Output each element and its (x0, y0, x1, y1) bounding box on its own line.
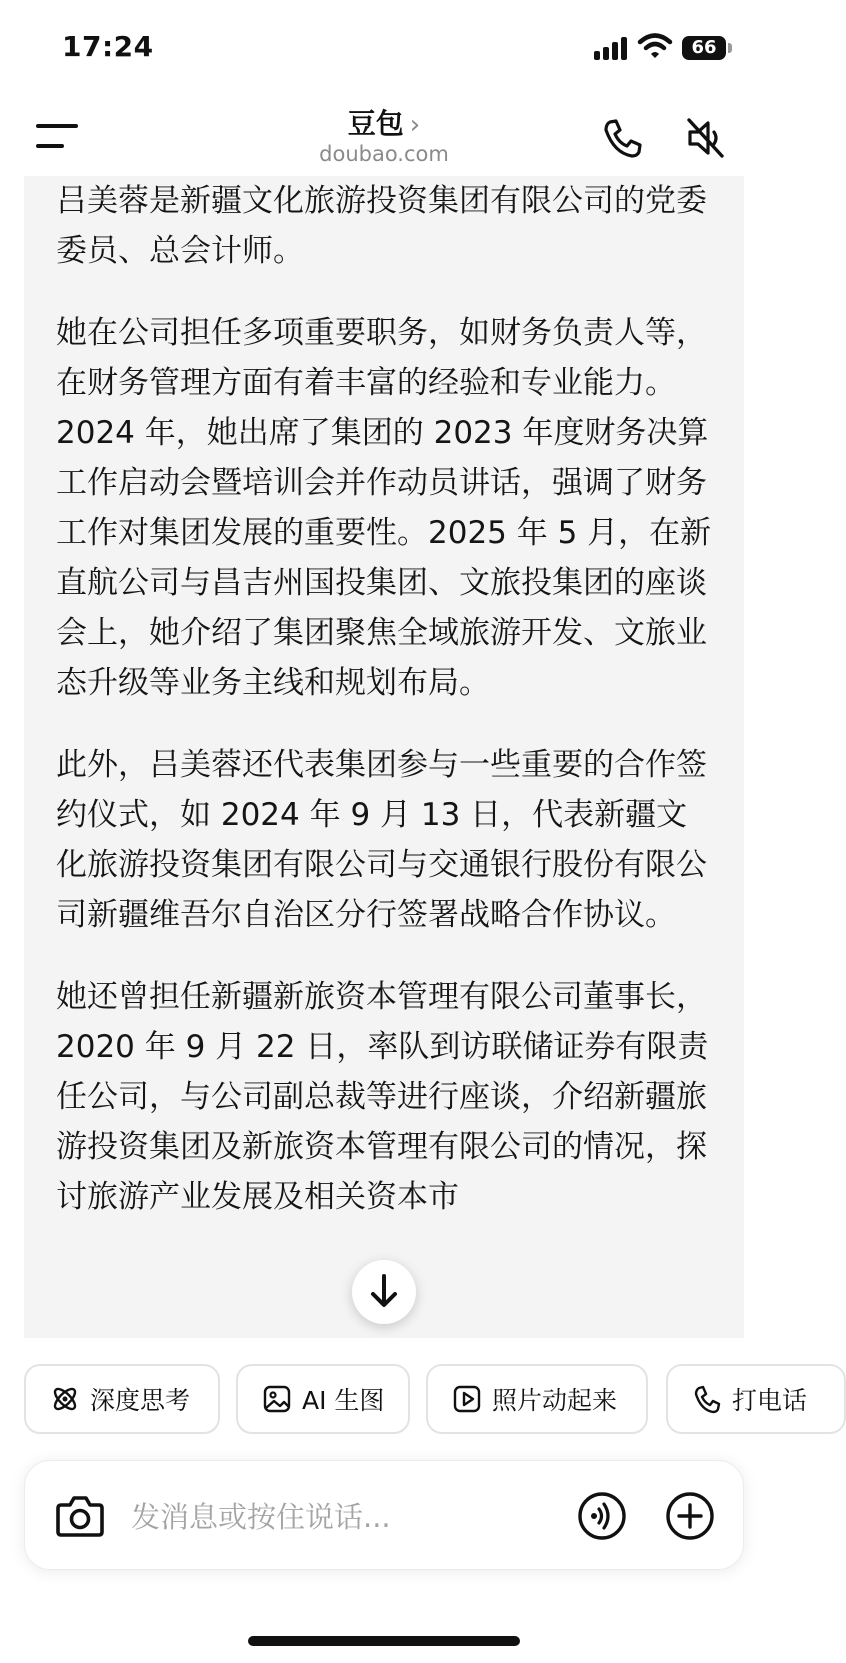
site-subtitle: doubao.com (319, 142, 449, 166)
bot-title-button[interactable] (0, 102, 768, 142)
battery-nub (728, 43, 732, 53)
phone-call-chip[interactable] (666, 1364, 846, 1434)
wifi-icon (638, 32, 672, 60)
deep-think-chip[interactable] (24, 1364, 220, 1434)
ai-image-chip[interactable] (236, 1364, 410, 1434)
home-indicator (248, 1636, 520, 1646)
image-icon (262, 1384, 292, 1414)
message-paragraph: 吕美蓉是新疆文化旅游投资集团有限公司的党委委员、总会计师。 (56, 183, 707, 269)
speaker-muted-icon[interactable] (684, 114, 728, 162)
status-bar (0, 0, 768, 96)
quick-actions (0, 1364, 808, 1438)
arrow-down-icon (369, 1274, 399, 1308)
message-paragraph: 她在公司担任多项重要职务，如财务负责人等，在财务管理方面有着丰富的经验和专业能力。2024 年，她出席了集团的 2023 年度财务决算工作启动会暨培训会并作动员讲话，强调了财务工作对集团发展的重要性。2025 年 5 月，在新直航公司与昌吉州国投集团、文旅投集团的座谈会上，她介绍了集团聚焦全域旅游开发、文旅业态升级等业务主线和规划布局。 (56, 315, 712, 701)
camera-icon[interactable] (55, 1493, 105, 1539)
plus-circle-icon[interactable] (665, 1491, 715, 1541)
atom-icon (50, 1384, 80, 1414)
composer (24, 1460, 744, 1570)
phone-icon (692, 1384, 722, 1414)
animate-photo-chip[interactable] (426, 1364, 648, 1434)
phone-icon[interactable] (600, 116, 644, 160)
assistant-message (24, 176, 744, 1338)
signal-icon (594, 36, 630, 60)
chevron-right-icon: › (409, 110, 421, 140)
chip-label: AI 生图 (302, 1386, 385, 1415)
message-paragraph: 她还曾担任新疆新旅资本管理有限公司董事长，2020 年 9 月 22 日，率队到访联储证券有限责任公司，与公司副总裁等进行座谈，介绍新疆旅游投资集团及新旅资本管理有限公司的情况，探讨旅游产业发展及相关资本市 (56, 979, 709, 1215)
app-header (0, 96, 768, 176)
scroll-to-bottom-button[interactable] (352, 1260, 416, 1324)
voice-wave-icon[interactable] (577, 1491, 627, 1541)
chip-label: 打电话 (732, 1386, 808, 1415)
message-input[interactable] (129, 1491, 553, 1543)
page-title: 豆包 (347, 107, 404, 140)
content-fade (0, 1338, 768, 1358)
status-time: 17:24 (62, 30, 154, 63)
battery-icon: 66 (682, 36, 726, 60)
chip-label: 照片动起来 (492, 1386, 618, 1415)
chip-label: 深度思考 (90, 1386, 191, 1415)
message-paragraph: 此外，吕美蓉还代表集团参与一些重要的合作签约仪式，如 2024 年 9 月 13 日，代表新疆文化旅游投资集团有限公司与交通银行股份有限公司新疆维吾尔自治区分行签署战略合作协议。 (56, 747, 707, 933)
play-icon (452, 1384, 482, 1414)
